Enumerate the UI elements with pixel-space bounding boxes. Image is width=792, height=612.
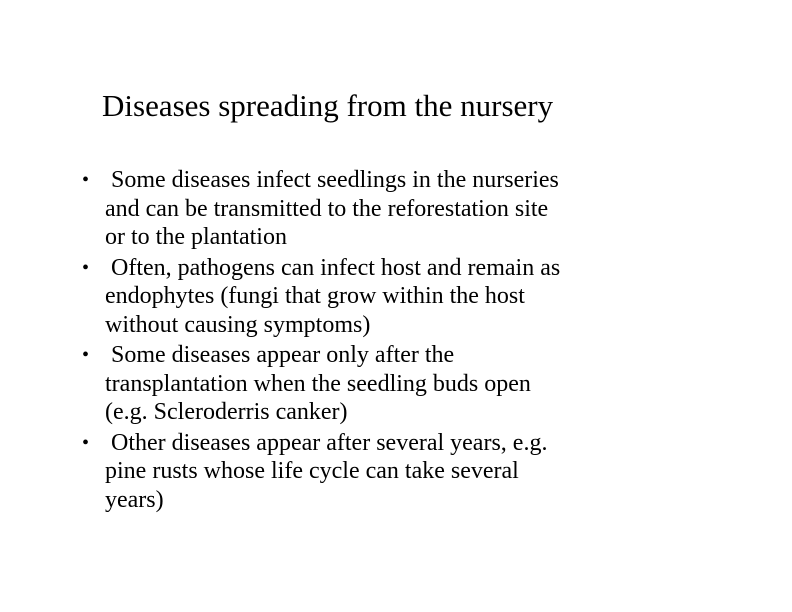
bullet-item bbox=[80, 429, 720, 515]
bullet-dot-icon: • bbox=[82, 169, 90, 191]
bullet-list bbox=[80, 166, 720, 516]
slide-title: Diseases spreading from the nursery bbox=[102, 88, 554, 123]
bullet-text-line: Some diseases infect seedlings in the nurseries bbox=[111, 167, 559, 193]
bullet-text-line: Often, pathogens can infect host and remain as bbox=[111, 254, 561, 281]
bullet-text-line: Other diseases appear after several years, e.g. bbox=[111, 429, 548, 456]
bullet-dot-icon: • bbox=[82, 344, 90, 366]
bullet-text-line: years) bbox=[105, 486, 164, 513]
bullet-item bbox=[80, 341, 720, 427]
bullet-text-line: pine rusts whose life cycle can take several bbox=[105, 458, 519, 484]
bullet-text-line: without causing symptoms) bbox=[105, 311, 371, 338]
bullet-text-line: Some diseases appear only after the bbox=[111, 342, 455, 368]
bullet-text-line: transplantation when the seedling buds open bbox=[105, 370, 531, 397]
bullet-dot-icon: • bbox=[82, 256, 90, 279]
bullet-text-line: (e.g. Scleroderris canker) bbox=[105, 399, 348, 425]
bullet-text-line: and can be transmitted to the reforestation site bbox=[105, 195, 549, 222]
bullet-text-line: endophytes (fungi that grow within the host bbox=[105, 283, 525, 309]
bullet-item bbox=[80, 166, 720, 252]
bullet-dot-icon: • bbox=[82, 431, 90, 454]
bullet-item bbox=[80, 254, 720, 340]
bullet-text-line: or to the plantation bbox=[105, 224, 287, 250]
